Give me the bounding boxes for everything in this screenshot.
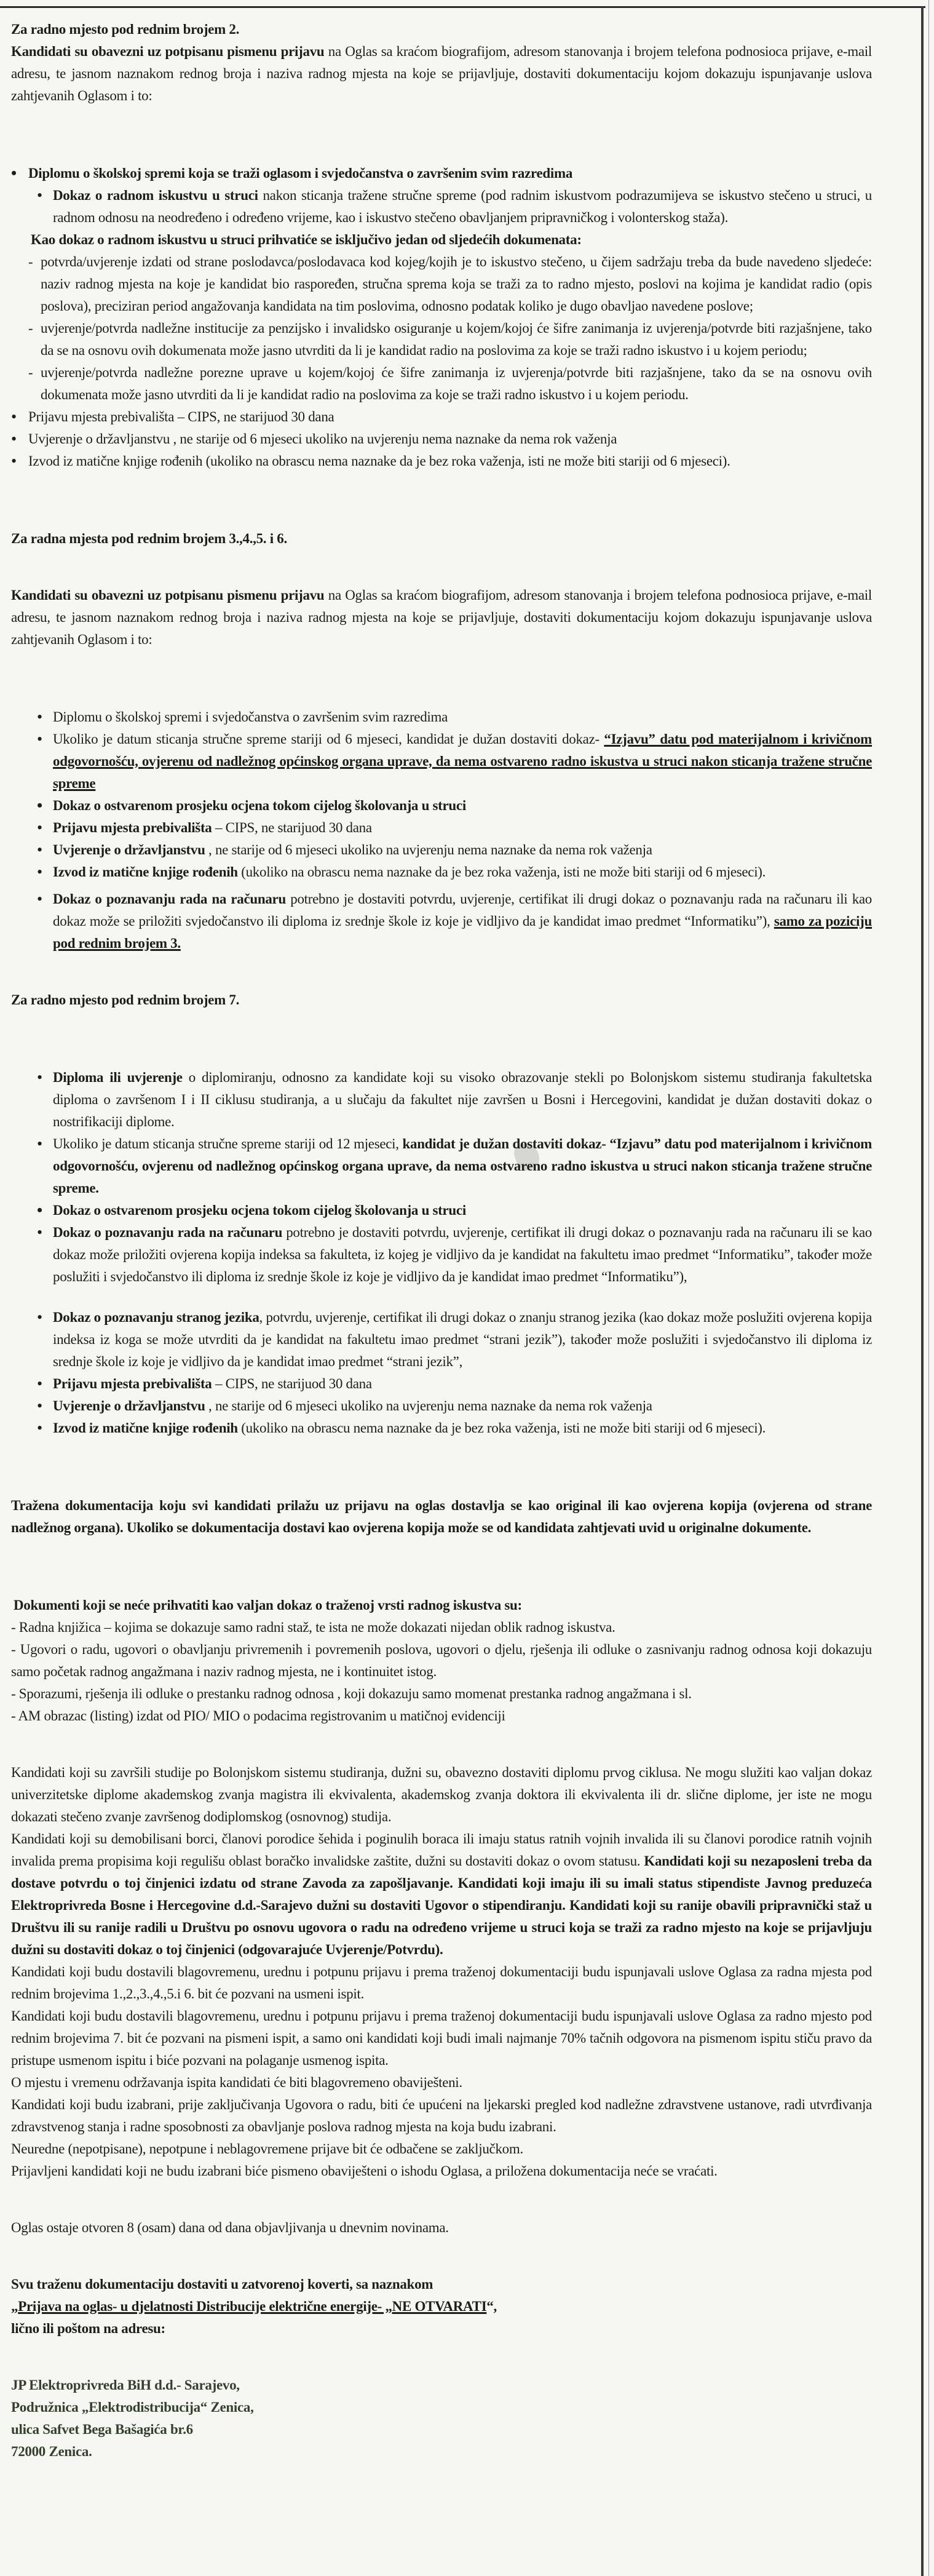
submission-instructions xyxy=(11,2273,872,2340)
unemployed-text: Kandidati koji su nezaposleni treba da dostave potvrdu o toj činjenici izdatu od strane Zavoda za zapošljavanje. Kandidati koji imaju ili su imali status stipendiste Javnog preduzeća Elektroprivreda Bosne i Hercegovine d.d.-Sarajevo dužni su dostaviti Ugovor o stipendiranju. Kandidati koji su ranije obavili pripravnički staž u Društvu ili su ranije radili u Društvu po osnovu ugovora o radu na određeno vrijeme u struci koja se traži za radno mjesto na koje se prijavljuju dužni su dostaviti dokaz o toj činjenici (odgovarajuće Uvjerenje/Potvrdu). xyxy=(11,1853,872,1957)
item-underlined: “Izjavu” datu pod materijalnom i krivičnom odgovornošću, ovjerenu od nadležnog općinskog organa uprave, da nema ostvareno radno iskustva u struci nakon sticanja tražene stručne spreme xyxy=(53,731,873,791)
item-text: , ne starije od 6 mjeseci ukoliko na uvjerenju nema naznake da nema rok važenja xyxy=(205,842,652,857)
list-item: • Diplomu o školskoj spremi i svjedočanstva o završenim svim razredima xyxy=(27,706,872,728)
list-item: • Diplomu o školskoj spremi koja se traži oglasom i svjedočanstva o završenim svim razredima xyxy=(11,162,872,185)
list-item xyxy=(27,1222,872,1288)
section-heading: Za radno mjesto pod rednim brojem 2. xyxy=(11,22,240,37)
rejected-doc-item: - Sporazumi, rješenja ili odluke o prestanku radnog odnosa , koji dokazuju samo momenat prestanka radnog angažmana i sl. xyxy=(11,1686,692,1701)
list-item: • Izvod iz matične knjige rođenih (ukoliko na obrascu nema naznake da je bez roka važenja, isti ne može biti stariji od 6 mjeseci). xyxy=(11,450,872,472)
item-bold: Izvod iz matične knjige rođenih xyxy=(53,1420,238,1436)
address-line: ulica Safvet Bega Bašagića br.6 xyxy=(11,2422,193,2437)
list-item xyxy=(27,1306,872,1373)
list-item xyxy=(27,1417,872,1439)
address-line: Podružnica „Elektrodistribucija“ Zenica, xyxy=(11,2399,254,2415)
item-text: , ne starije od 6 mjeseci ukoliko na uvjerenju nema naznake da nema rok važenja xyxy=(205,1398,652,1413)
section-post-3-6 xyxy=(11,528,872,955)
item-bold: Prijavu mjesta prebivališta xyxy=(53,1376,212,1391)
requirements-list xyxy=(11,162,872,229)
item-bold: kandidat je dužan dostaviti dokaz- “Izjavu” datu pod materijalnom i krivičnom odgovornošću, ovjerenu od nadležnog općinskog organa uprave, da nema ostvareno radno iskustva u struci nakon sticanja tražene stručne spreme. xyxy=(53,1136,873,1196)
section-post-7 xyxy=(11,989,872,1439)
list-item: - potvrda/uvjerenje izdati od strane poslodavca/poslodavaca kod kojeg/kojih je to iskustvo stečeno, u čijem sadržaju treba da bude navedeno sljedeće: naziv radnog mjesta na koje je kandidat bio raspoređen, stručna sprema koja se traži za to radno mjesto, poslovi na kojima je kandidat radio (opis poslova), preciziran period angažovanja kandidata na tim poslovima, odnosno podatak koliko je dugo obavljao navedene poslove; xyxy=(28,251,872,317)
written-exam-paragraph: Kandidati koji budu dostavili blagovremenu, urednu i potpunu prijavu i prema traženoj dokumentaciji budu ispunjavali uslove Oglasa za radno mjesto pod rednim brojevima 7. bit će pozvani na pismeni ispit, a samo oni kandidati koji budi imali najmanje 70% tačnih odgovora na pismenom ispitu stiču pravo da pristupe usmenom ispitu i biće pozvani na polaganje usmenog ispita. xyxy=(11,2008,872,2068)
list-item xyxy=(27,888,872,955)
job-ad-document xyxy=(11,18,872,2463)
address-line: 72000 Zenica. xyxy=(11,2444,92,2459)
general-conditions xyxy=(11,1762,872,2182)
exam-notice: O mjestu i vremenu održavanja ispita kandidati će biti blagovremeno obaviješteni. xyxy=(11,2075,462,2090)
item-text: Ukoliko je datum sticanja stručne spreme stariji od 12 mjeseci, xyxy=(53,1136,403,1151)
intro-paragraph xyxy=(11,41,872,107)
intro-bold: Kandidati su obavezni uz potpisanu pismenu prijavu xyxy=(11,587,325,603)
list-item: - uvjerenje/potvrda nadležne institucije za penzijsko i invalidsko osiguranje u kojem/kojoj će šifre zanimanja iz uvjerenja/potvrde biti razjašnjene, tako da se na osnovu ovih dokumenata može jasno utvrditi da li je kandidat radio na poslovima za koje se traži radno iskustvo i u kojem periodu; xyxy=(28,317,872,362)
veterans-text: Kandidati koji su demobilisani borci, članovi porodice šehida i poginulih boraca ili imaju status ratnih vojnih invalida ili su članovi porodice ratnih vojnih invalida prema propisima koji regulišu oblast boračko invalidske zaštite, dužni su dostaviti dokaz o ovom statusu. xyxy=(11,1831,872,1869)
item-underlined: samo za poziciju pod rednim brojem 3. xyxy=(53,913,872,951)
intro-paragraph xyxy=(11,584,872,651)
item-bold: Dokaz o poznavanju rada na računaru xyxy=(53,1225,283,1240)
list-item xyxy=(27,1133,872,1199)
rejected-docs-heading: Dokumenti koji se neće prihvatiti kao valjan dokaz o traženoj vrsti radnog iskustva su: xyxy=(14,1597,522,1613)
list-item: • Dokaz o ostvarenom prosjeku ocjena tokom cijelog školovanja u struci xyxy=(27,795,872,817)
list-item: • Prijavu mjesta prebivališta – CIPS, ne starijuod 30 dana xyxy=(11,406,872,428)
submission-line: lično ili poštom na adresu: xyxy=(11,2321,165,2336)
item-bold: Uvjerenje o državljanstvu xyxy=(53,1398,205,1413)
list-item: - uvjerenje/potvrda nadležne porezne uprave u kojem/kojoj će šifre zanimanja iz uvjerenja/potvrde biti razjašnjene, tako da se na osnovu ovih dokumenata može jasno utvrditi da li je kandidat radio na poslovima za koje se traži radno iskustvo i u kojem periodu. xyxy=(28,362,872,406)
item-text: potrebno je dostaviti potvrdu, uvjerenje, certifikat ili drugi dokaz o poznavanju rada na računaru ili se kao dokaz može priložiti ovjerena kopija indeksa sa fakulteta, iz kojeg je vidljivo da je kandidat na fakultetu imao predmet “Informatiku”, također može poslužiti i svjedočanstvo ili diploma iz srednje škole iz koje je vidljivo da je kandidat imao predmet “Informatiku”), xyxy=(53,1225,873,1284)
page-border-right xyxy=(921,6,924,2576)
page-border-top xyxy=(0,6,925,8)
item-bold: Dokaz o poznavanju rada na računaru xyxy=(53,891,286,907)
item-text: – CIPS, ne starijuod 30 dana xyxy=(212,820,372,835)
rejected-doc-item: - Radna knjižica – kojima se dokazuje samo radni staž, te ista ne može dokazati nijedan oblik radnog iskustva. xyxy=(11,1620,615,1635)
item-bold: Dokaz o radnom iskustvu u struci xyxy=(53,188,258,203)
item-bold: Uvjerenje o državljanstvu xyxy=(53,842,205,857)
medical-paragraph: Kandidati koji budu izabrani, prije zaključivanja Ugovora o radu, biti će upućeni na ljekarski pregled kod nadležne zdravstvene ustanove, radi utvrđivanja zdravstvenog stanja i radne sposobnosti za obavljanje poslova radnog mjesta na koja budu izabrani. xyxy=(11,2097,872,2134)
item-bold: Dokaz o poznavanju stranog jezika xyxy=(53,1310,259,1325)
item-text: (ukoliko na obrascu nema naznake da je bez roka važenja, isti ne može biti stariji od 6 mjeseci). xyxy=(237,864,766,880)
requirements-list xyxy=(11,1067,872,1439)
item-bold: Diploma ili uvjerenje xyxy=(53,1070,183,1085)
section-heading: Za radna mjesta pod rednim brojem 3.,4.,5. i 6. xyxy=(11,531,287,546)
rejected-doc-item: - AM obrazac (listing) izdat od PIO/ MIO o podacima registrovanim u matičnoj evidenciji xyxy=(11,1708,505,1723)
list-item: • Uvjerenje o državljanstvu , ne starije od 6 mjeseci ukoliko na uvjerenju nema naznake da nema rok važenja xyxy=(11,428,872,450)
item-text: – CIPS, ne starijuod 30 dana xyxy=(212,1376,372,1391)
item-text: potrebno je dostaviti potvrdu, uvjerenje, certifikat ili drugi dokaz o poznavanju rada na računaru ili kao dokaz može se priložiti svjedočanstvo ili diploma iz srednje škole iz koje je vidljivo da je kandidat imao predmet “Informatiku”), xyxy=(53,891,873,929)
submission-line: Svu traženu dokumentaciju dostaviti u zatvorenoj koverti, sa naznakom xyxy=(11,2276,433,2292)
envelope-label-text: Prijava na oglas- u djelatnosti Distribucije električne energije- „NE OTVARATI xyxy=(18,2299,487,2314)
oral-exam-paragraph: Kandidati koji budu dostavili blagovremenu, urednu i potpunu prijavu i prema traženoj dokumentaciji budu ispunjavali uslove Oglasa za radna mjesta pod rednim brojevima 1.,2.,3.,4.,5.i 6. bit će pozvani na usmeni ispit. xyxy=(11,1964,872,2002)
postal-address xyxy=(11,2374,872,2463)
list-item xyxy=(27,1395,872,1417)
item-bold: Izvod iz matične knjige rođenih xyxy=(53,864,238,880)
list-item xyxy=(27,1067,872,1133)
veterans-paragraph xyxy=(11,1828,872,1961)
accepted-docs-heading: Kao dokaz o radnom iskustvu u struci prihvatiće se isključivo jedan od sljedećih dokumenata: xyxy=(31,232,582,247)
open-period: Oglas ostaje otvoren 8 (osam) dana od dana objavljivanja u dnevnim novinama. xyxy=(11,2220,449,2235)
rejected-applications: Neuredne (nepotpisane), nepotpune i neblagovremene prijave bit će odbačene se zaključkom. xyxy=(11,2141,523,2157)
quote-mark: „ xyxy=(11,2299,18,2314)
list-item: • Dokaz o ostvarenom prosjeku ocjena tokom cijelog školovanja u struci xyxy=(27,1199,872,1222)
item-text: nakon sticanja tražene stručne spreme (pod radnim iskustvom podrazumijeva se iskustvo stečeno u struci, u radnom odnosu na neodređeno i određeno vrijeme, kao i iskustvo stečeno obavljanjem pripravničkog i volonterskog staža). xyxy=(53,188,872,225)
intro-text: na Oglas sa kraćom biografijom, adresom stanovanja i brojem telefona podnosioca prijave, e-mail adresu, te jasnom naznakom rednog broja i naziva radnog mjesta na koje se prijavljuje, dostaviti dokumentaciju kojom dokazuju ispunjavanje uslova zahtjevanih Oglasom i to: xyxy=(11,44,872,103)
item-text: (ukoliko na obrascu nema naznake da je bez roka važenja, isti ne može biti stariji od 6 mjeseci). xyxy=(237,1420,766,1436)
quote-mark: “, xyxy=(486,2299,497,2314)
list-item xyxy=(27,185,872,229)
item-text: Ukoliko je datum sticanja stručne spreme stariji od 6 mjeseci, kandidat je dužan dostaviti dokaz- xyxy=(53,731,604,747)
rejected-doc-item: - Ugovori o radu, ugovori o obavljanju privremenih i povremenih poslova, ugovori o djelu, rješenja ili odluke o zasnivanju radnog odnosa koji dokazuju samo početak radnog angažmana i naziv radnog mjesta, ne i kontinuitet istog. xyxy=(11,1642,872,1679)
list-item xyxy=(27,728,872,795)
list-item xyxy=(27,839,872,861)
not-selected-paragraph: Prijavljeni kandidati koji ne budu izabrani biće pismeno obaviješteni o ishodu Oglasa, a priložena dokumentacija neće se vraćati. xyxy=(11,2163,718,2179)
list-item xyxy=(27,817,872,839)
envelope-label xyxy=(11,2296,872,2318)
intro-text: na Oglas sa kraćom biografijom, adresom stanovanja i brojem telefona podnosioca prijave, e-mail adresu, te jasnom naznakom rednog broja i naziva radnog mjesta na koje se prijavljuje, dostaviti dokumentaciju kojom dokazuju ispunjavanje uslova zahtjevanih Oglasom i to: xyxy=(11,587,872,647)
accepted-docs-list xyxy=(11,251,872,472)
item-bold: Prijavu mjesta prebivališta xyxy=(53,820,212,835)
documentation-note: Tražena dokumentacija koju svi kandidati prilažu uz prijavu na oglas dostavlja se kao original ili kao ovjerena kopija (ovjerena od strane nadležnog organa). Ukoliko se dokumentacija dostavi kao ovjerena kopija može se od kandidata zahtjevati uvid u originalne dokumente. xyxy=(11,1498,872,1535)
intro-bold: Kandidati su obavezni uz potpisanu pismenu prijavu xyxy=(11,44,325,59)
requirements-list xyxy=(11,706,872,955)
section-heading: Za radno mjesto pod rednim brojem 7. xyxy=(11,992,240,1008)
rejected-documents xyxy=(11,1594,872,1727)
bologna-paragraph: Kandidati koji su završili studije po Bolonjskom sistemu studiranja, dužni su, obavezno dostaviti diplomu prvog ciklusa. Ne mogu služiti kao valjan dokaz univerzitetske diplome akademskog zvanja magistra ili ekvivalenta, akademskog zvanja doktora ili ekvivalenta ili dr. slične diplome, jer iste ne mogu dokazati stečeno zvanje završenog dodiplomskog (osnovnog) studija. xyxy=(11,1765,872,1824)
list-item xyxy=(27,861,872,883)
page-edge-line xyxy=(928,0,929,2576)
section-post-2 xyxy=(11,18,872,472)
address-line: JP Elektroprivreda BiH d.d.- Sarajevo, xyxy=(11,2377,240,2393)
list-item xyxy=(27,1373,872,1395)
item-text: o diplomiranju, odnosno za kandidate koji su visoko obrazovanje stekli po Bolonjskom sistemu studiranja fakultetska diploma o završenom I i II ciklusu studiranja, a u slučaju da fakultet nije završen u Bosni i Hercegovini, kandidat je dužan dostaviti dokaz o nostrifikaciji diplome. xyxy=(53,1070,872,1129)
item-text: , potvrdu, uvjerenje, certifikat ili drugi dokaz o znanju stranog jezika (kao dokaz može poslužiti ovjerena kopija indeksa iz koga se može utvrditi da je kandidat na fakultetu imao predmet “strani jezik”), također može poslužiti i svjedočanstvo ili diploma iz srednje škole iz koje je vidljivo da je kandidat imao predmet “strani jezik”, xyxy=(53,1310,872,1369)
